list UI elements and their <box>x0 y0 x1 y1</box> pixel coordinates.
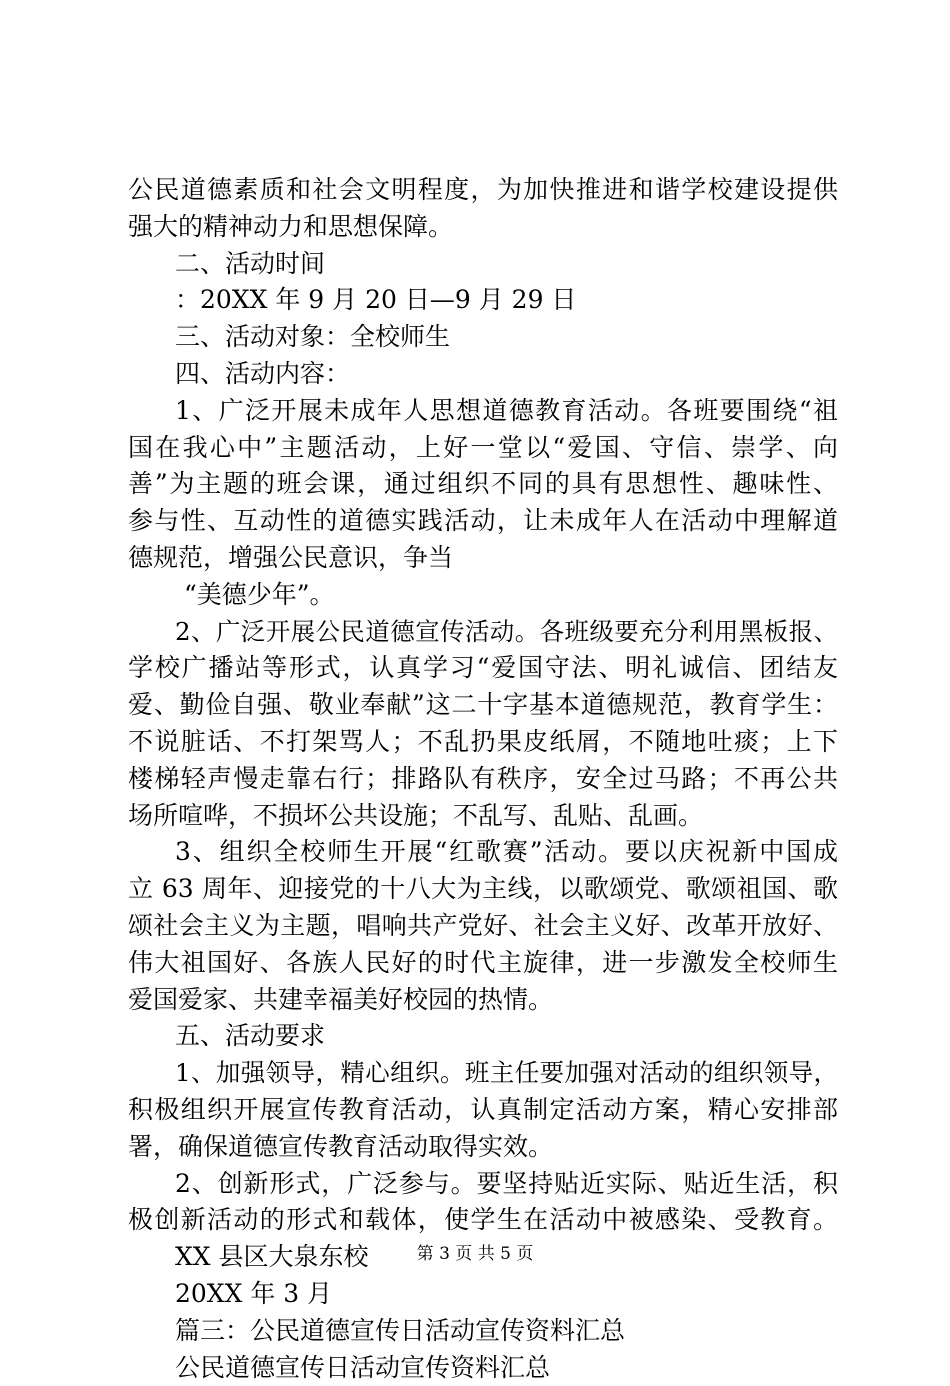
body-line: 2、广泛开展公民道德宣传活动。各班级要充分利用黑板报、 <box>128 614 838 651</box>
body-line: “美德少年”。 <box>128 577 838 614</box>
body-line: 公民道德素质和社会文明程度，为加快推进和谐学校建设提供 <box>128 172 838 209</box>
document-body <box>128 172 838 1386</box>
body-line: 楼梯轻声慢走靠右行；排路队有秩序，安全过马路；不再公共 <box>128 761 838 798</box>
body-line: 极创新活动的形式和载体，使学生在活动中被感染、受教育。 <box>128 1202 838 1239</box>
chapter-title: 篇三：公民道德宣传日活动宣传资料汇总 <box>128 1313 838 1350</box>
body-line: 伟大祖国好、各族人民好的时代主旋律，进一步激发全校师生 <box>128 945 838 982</box>
document-title: 公民道德宣传日活动宣传资料汇总 <box>128 1350 838 1386</box>
body-line: ：20XX 年 9 月 20 日—9 月 29 日 <box>128 282 838 319</box>
body-line: 署，确保道德宣传教育活动取得实效。 <box>128 1129 838 1166</box>
body-line: 2、创新形式，广泛参与。要坚持贴近实际、贴近生活，积 <box>128 1166 838 1203</box>
body-line: 不说脏话、不打架骂人；不乱扔果皮纸屑，不随地吐痰；上下 <box>128 724 838 761</box>
body-line: 善”为主题的班会课，通过组织不同的具有思想性、趣味性、 <box>128 466 838 503</box>
body-line: 强大的精神动力和思想保障。 <box>128 209 838 246</box>
body-line: 3、组织全校师生开展“红歌赛”活动。要以庆祝新中国成 <box>128 834 838 871</box>
body-line: 学校广播站等形式，认真学习“爱国守法、明礼诚信、团结友 <box>128 650 838 687</box>
body-line: 德规范，增强公民意识，争当 <box>128 540 838 577</box>
body-line: 参与性、互动性的道德实践活动，让未成年人在活动中理解道 <box>128 503 838 540</box>
section-heading: 二、活动时间 <box>128 246 838 283</box>
body-line: 爱、勤俭自强、敬业奉献”这二十字基本道德规范，教育学生： <box>128 687 838 724</box>
signature-org: XX 县区大泉东校 <box>128 1239 838 1276</box>
body-line: 1、加强领导，精心组织。班主任要加强对活动的组织领导， <box>128 1055 838 1092</box>
section-heading: 三、活动对象：全校师生 <box>128 319 838 356</box>
section-heading: 四、活动内容： <box>128 356 838 393</box>
body-line: 颂社会主义为主题，唱响共产党好、社会主义好、改革开放好、 <box>128 908 838 945</box>
body-line: 1、广泛开展未成年人思想道德教育活动。各班要围绕“祖 <box>128 393 838 430</box>
body-line: 爱国爱家、共建幸福美好校园的热情。 <box>128 982 838 1019</box>
body-line: 国在我心中”主题活动，上好一堂以“爱国、守信、崇学、向 <box>128 430 838 467</box>
body-line: 场所喧哗，不损坏公共设施；不乱写、乱贴、乱画。 <box>128 798 838 835</box>
signature-date: 20XX 年 3 月 <box>128 1276 838 1313</box>
body-line: 积极组织开展宣传教育活动，认真制定活动方案，精心安排部 <box>128 1092 838 1129</box>
body-line: 立 63 周年、迎接党的十八大为主线，以歌颂党、歌颂祖国、歌 <box>128 871 838 908</box>
section-heading: 五、活动要求 <box>128 1018 838 1055</box>
page-footer: 第 3 页 共 5 页 <box>0 1243 950 1265</box>
